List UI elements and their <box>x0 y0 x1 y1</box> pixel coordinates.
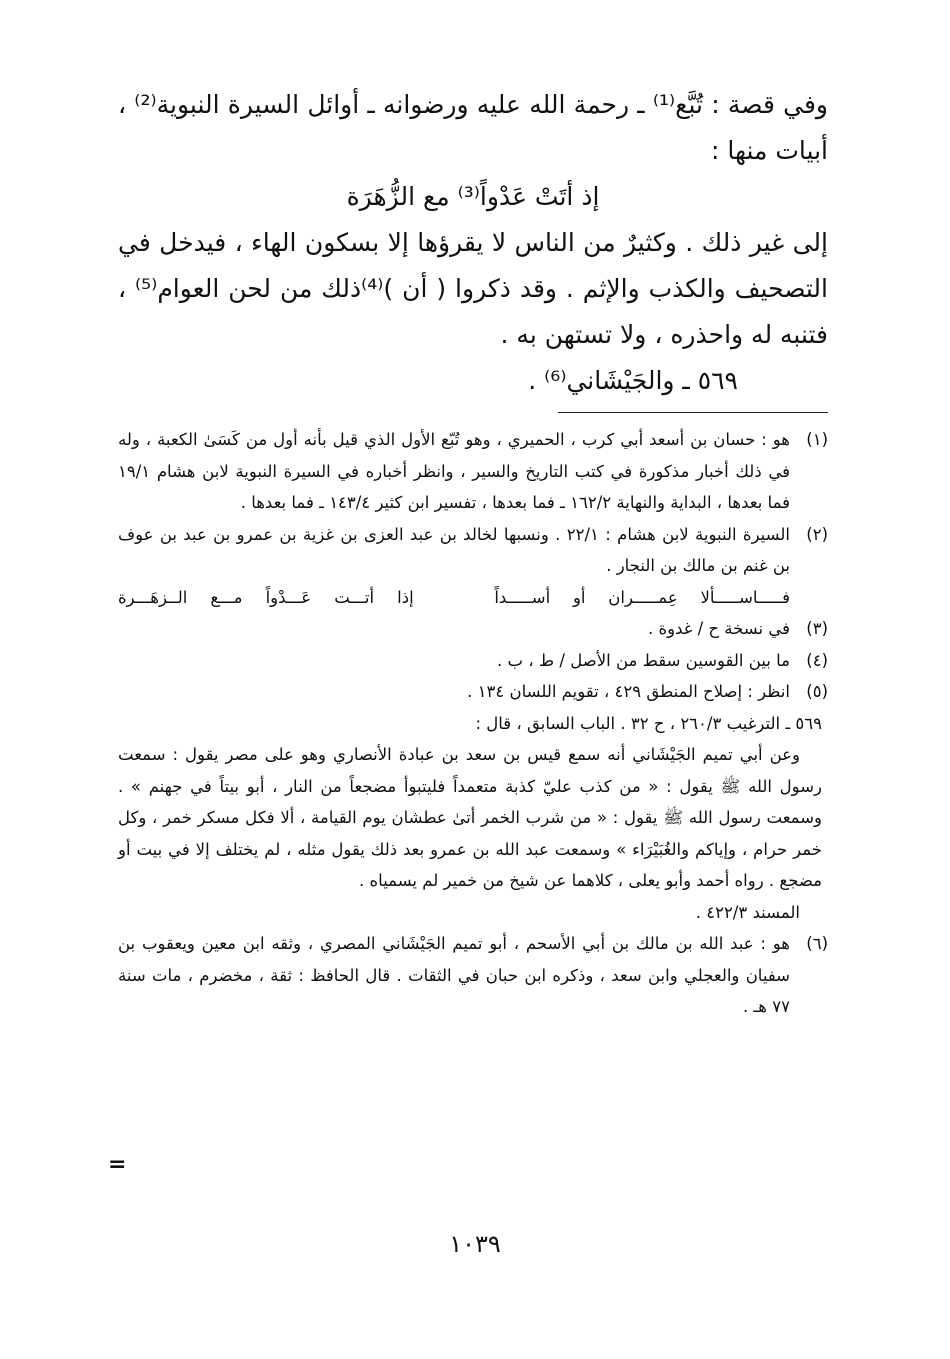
footnote-3 <box>118 613 828 645</box>
footnote-text: هو : عبد الله بن مالك بن أبي الأسحم ، أبو تميم الجَيْشَاني المصري ، وثقه ابن معين ويعقوب بن سفيان والعجلي وابن سعد ، وذكره ابن حبان في الثقات . قال الحافظ : ثقة ، مخضرم ، مات سنة ٧٧ هـ . <box>118 934 790 1016</box>
footnote-text: انظر : إصلاح المنطق ٤٢٩ ، تقويم اللسان ١٣٤ . <box>467 682 790 701</box>
footnote-2 <box>118 519 828 614</box>
hadith-569 <box>118 708 828 929</box>
hadith-body: وعن أبي تميم الجَيْشَاني أنه سمع قيس بن سعد بن عبادة الأنصاري وهو على مصر يقول : سمعت رسول الله ﷺ يقول : « من كذب عليّ كذبة متعمداً فليتبوأ مضجعاً من النار ، أبو بيتاً في جهنم » . وسمعت رسول الله ﷺ يقول : « من شرب الخمر أتىٰ عطشان يوم القيامة ، ألا فكل مسكر خمر ، وكل خمر حرام ، وإياكم والغُبَيْرَاء » وسمعت عبد الله بن عمرو بعد ذلك يقول مثله ، لم يختلف إلا في بيت أو مضجع . رواه أحمد وأبو يعلى ، كلاهما عن شيخ من خمير لم يسمياه . <box>118 745 822 890</box>
footnote-number: (٦) <box>806 934 828 953</box>
verse-line: إذ أتَتْ عَدْواً⁽³⁾ مع الزُّهَرَة <box>346 182 600 211</box>
paragraph-tashif: إلى غير ذلك . وكثيرٌ من الناس لا يقرؤها إلا بسكون الهاء ، فيدخل في التصحيف والكذب والإثم . وقد ذكروا ( أن )⁽⁴⁾ذلك من لحن العوام⁽⁵⁾ ، فتنبه له واحذره ، ولا تستهن به . <box>118 228 828 349</box>
poem-hemistich-first: فـــــاســـــألا عِمـــــران أو أســـــداً <box>494 587 790 607</box>
footnote-text: هو : حسان بن أسعد أبي كرب ، الحميري ، وهو تُبّع الأول الذي قيل بأنه أول من كَسَىٰ الكعبة ، وله في ذلك أخبار مذكورة في كتب التاريخ والسير ، وانظر أخباره في السيرة النبوية لابن هشام ١٩/١ فما بعدها ، البداية والنهاية ١٦٢/٢ ـ فما بعدها ، تفسير ابن كثير ١٤٣/٤ ـ فما بعدها . <box>118 430 790 512</box>
hadith-heading: ٥٦٩ ـ الترغيب ٢٦٠/٣ ، ح ٣٢ . الباب السابق ، قال : <box>475 713 822 733</box>
footnote-5 <box>118 676 828 708</box>
footnote-text: ما بين القوسين سقط من الأصل / ط ، ب . <box>497 650 790 670</box>
poem-hemistich-second: إذا أتـــت عَـــدْواً مـــع الــزهَـــرة <box>118 587 414 607</box>
footnote-number: (٢) <box>806 524 828 544</box>
footnote-text: السيرة النبوية لابن هشام : ٢٢/١ . ونسبها لخالد بن عبد العزى بن غزية بن عمرو بن عبد بن عوف بن غنم بن مالك بن النجار . <box>118 524 790 575</box>
footnote-1 <box>118 424 828 519</box>
page-number: ١٠٣٩ <box>449 1230 501 1258</box>
footnotes <box>118 424 828 1023</box>
continuation-mark: = <box>108 1152 127 1177</box>
footnote-4 <box>118 645 828 677</box>
poem-line <box>118 582 790 614</box>
hadith-source: المسند ٤٢٢/٣ . <box>695 902 800 922</box>
footnote-text: في نسخة ح / غدوة . <box>647 619 790 638</box>
footnote-number: (٤) <box>806 650 828 670</box>
entry-569: ٥٦٩ ـ والجَيْشَاني⁽⁶⁾ . <box>528 366 738 395</box>
footnote-separator <box>558 412 828 413</box>
footnote-number: (٣) <box>806 619 828 638</box>
main-text <box>118 82 828 404</box>
footnote-number: (٥) <box>806 682 828 701</box>
footnote-6 <box>118 928 828 1023</box>
footnote-number: (١) <box>806 430 828 449</box>
paragraph-tubba: وفي قصة : تُبَّع⁽¹⁾ ـ رحمة الله عليه ورضوانه ـ أوائل السيرة النبوية⁽²⁾ ، أبيات منها : <box>118 90 829 165</box>
